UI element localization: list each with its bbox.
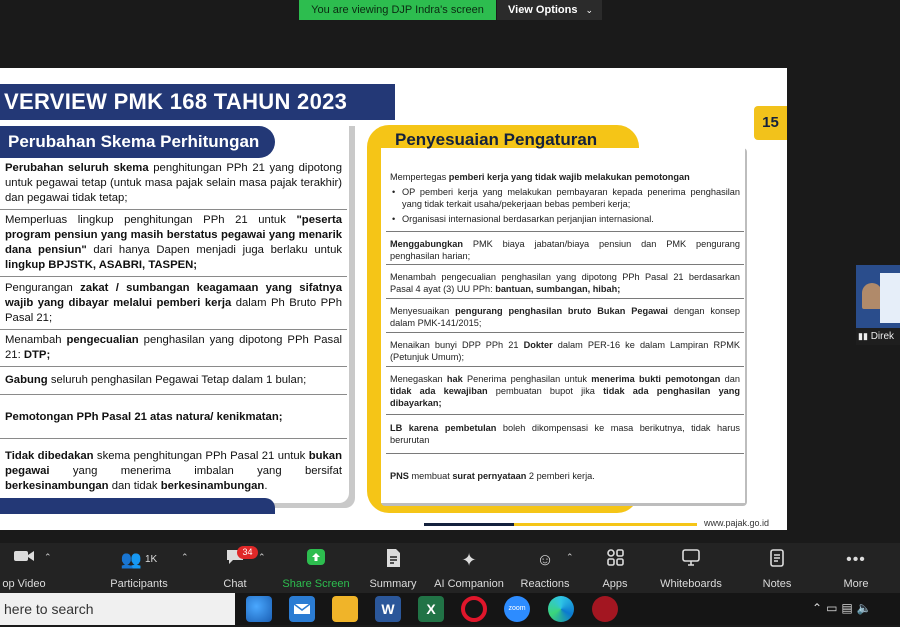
left-item-4: Menambah pengecualian penghasilan yang dipotong PPh Pasal 21: DTP; — [5, 334, 342, 361]
divider — [0, 209, 347, 210]
smiley-icon: ☺ — [536, 550, 554, 569]
right-item-1: Mempertegas pemberi kerja yang tidak wajib melakukan pemotongan • OP pemberi kerja yang melakukan pembayaran kepada penerima penghasilan yang tidak terkait usaha/pekerjaan bebas pemberi kerja; • Organisasi internasional berdasarkan perjanjian internasional. — [390, 171, 740, 225]
divider — [386, 414, 744, 415]
slide-title-bar — [0, 84, 395, 120]
summary-button[interactable]: Summary — [364, 543, 422, 593]
participants-caret-icon[interactable]: ⌃ — [181, 552, 189, 562]
video-caret-icon[interactable]: ⌃ — [44, 552, 52, 562]
right-item-2: Menggabungkan PMK biaya jabatan/biaya pensiun dan PMK pengurang penghasilan harian; — [390, 239, 740, 261]
zoom-app-icon[interactable]: zoom — [504, 596, 530, 622]
system-tray[interactable] — [812, 601, 876, 615]
edge-app-icon[interactable] — [548, 596, 574, 622]
reactions-button[interactable]: ☺ Reactions — [518, 543, 572, 593]
battery-icon: ▭ — [826, 601, 842, 615]
participants-icon: 👥 1K — [120, 550, 158, 569]
red-app-icon[interactable] — [592, 596, 618, 622]
network-icon: ▤ — [841, 601, 857, 615]
chat-button[interactable]: Chat — [212, 543, 258, 593]
footer-line-navy — [424, 523, 514, 526]
footer-line-yellow — [514, 523, 697, 526]
share-screen-icon — [282, 548, 350, 572]
taskbar-search-box[interactable]: here to search — [0, 593, 235, 625]
slide-title: VERVIEW PMK 168 TAHUN 2023 — [4, 89, 348, 114]
video-camera-icon — [0, 548, 48, 572]
chat-caret-icon[interactable]: ⌃ — [258, 552, 266, 562]
participant-background-screen — [880, 273, 900, 323]
chevron-up-icon: ⌃ — [812, 601, 827, 615]
viewing-banner: You are viewing DJP Indra's screen — [299, 0, 496, 20]
divider — [0, 394, 347, 395]
view-options-label: View Options — [508, 4, 578, 16]
apps-icon — [596, 548, 634, 572]
left-item-2: Memperluas lingkup penghitungan PPh 21 untuk "peserta program pensiun yang masih berstatus pegawai yang menarik dana pensiun" dari hanya Dapen menjadi juga berlaku untuk lingkup BPJSTK, ASABRI, TASPEN; — [5, 214, 343, 271]
more-dots-icon: ••• — [846, 551, 866, 568]
meeting-toolbar — [0, 543, 900, 593]
left-item-6: Pemotongan PPh Pasal 21 atas natura/ kenikmatan; — [5, 411, 283, 423]
edge-copilot-app-icon[interactable] — [246, 596, 272, 622]
mail-app-icon[interactable] — [289, 596, 315, 622]
reactions-caret-icon[interactable]: ⌃ — [566, 552, 574, 562]
divider — [386, 366, 744, 367]
divider — [386, 231, 744, 232]
right-bullet-2: • Organisasi internasional berdasarkan perjanjian internasional. — [390, 213, 740, 225]
divider — [0, 276, 347, 277]
slide-page-number: 15 — [754, 106, 787, 140]
notes-icon — [756, 548, 798, 572]
divider — [386, 264, 744, 265]
participant-avatar — [862, 283, 882, 309]
right-item-4: Menyesuaikan pengurang penghasilan bruto Bukan Pegawai dengan konsep dalam PMK-141/2015; — [390, 306, 741, 328]
share-screen-button[interactable]: Share Screen — [282, 543, 350, 593]
view-options-button[interactable] — [497, 0, 602, 20]
excel-app-icon[interactable]: X — [418, 596, 444, 622]
signal-bars-icon: ▮▮ — [858, 331, 868, 341]
word-app-icon[interactable]: W — [375, 596, 401, 622]
shared-slide — [0, 68, 787, 530]
participants-button[interactable]: 👥 1K Participants — [104, 543, 174, 593]
right-item-3: Menambah pengecualian penghasilan yang dipotong PPh Pasal 21 berdasarkan Pasal 4 ayat (3) UU PPh: bantuan, sumbangan, hibah; — [390, 272, 740, 294]
left-panel — [0, 126, 349, 503]
left-item-1: Perubahan seluruh skema penghitungan PPh 21 yang dipotong untuk pegawai tetap (untuk masa pajak selain masa pajak terakhir) dan pegawai tidak tetap; — [5, 162, 342, 204]
right-panel-heading: Penyesuaian Pengaturan — [395, 130, 598, 149]
divider — [386, 453, 744, 454]
whiteboard-icon — [656, 548, 726, 572]
more-button[interactable]: ••• More — [836, 543, 876, 593]
divider — [0, 329, 347, 330]
divider — [0, 438, 347, 439]
left-item-3: Pengurangan zakat / sumbangan keagamaan yang sifatnya wajib yang dibayar melalui pemberi kerja dalam Ph Bruto PPh Pasal 21; — [5, 282, 342, 324]
right-item-8: PNS membuat surat pernyataan 2 pemberi kerja. — [390, 471, 595, 481]
divider — [386, 332, 744, 333]
left-item-5: Gabung seluruh penghasilan Pegawai Tetap dalam 1 bulan; — [5, 374, 307, 386]
left-item-7: Tidak dibedakan skema penghitungan PPh Pasal 21 untuk bukan pegawai yang menerima imbalan yang bersifat berkesinambungan dan tidak berkesinambungan. — [5, 450, 342, 492]
file-explorer-app-icon[interactable] — [332, 596, 358, 622]
volume-icon: 🔈 — [856, 601, 876, 615]
participant-name: ▮▮ Direk — [858, 331, 895, 342]
participant-video — [856, 265, 900, 328]
right-item-5: Menaikan bunyi DPP PPh 21 Dokter dalam PER-16 ke dalam Lampiran RPMK (Petunjuk Umum); — [390, 340, 740, 362]
right-item-6: Menegaskan hak Penerima penghasilan untuk menerima bukti pemotongan dan tidak ada kewajiban pembuatan bupot jika tidak ada penghasilan yang dibayarkan; — [390, 374, 741, 408]
right-bullet-1: • OP pemberi kerja yang melakukan pembayaran kepada penerima penghasilan yang tidak terkait usaha/pekerjaan bebas pemberi kerja; — [390, 186, 740, 210]
video-button[interactable]: op Video — [0, 543, 48, 593]
ai-companion-button[interactable]: ✦ AI Companion — [432, 543, 506, 593]
chevron-down-icon: ⌄ — [585, 5, 593, 15]
right-item-7: LB karena pembetulan boleh dikompensasi ke masa berikutnya, tidak harus berurutan — [390, 423, 740, 445]
divider — [386, 298, 744, 299]
divider — [0, 366, 347, 367]
left-panel-heading: Perubahan Skema Perhitungan — [0, 126, 275, 158]
apps-button[interactable]: Apps — [596, 543, 634, 593]
participant-video-thumbnail[interactable] — [856, 265, 900, 345]
summary-icon — [364, 548, 422, 572]
left-panel-footer-bar — [0, 498, 275, 514]
sparkle-icon: ✦ — [461, 550, 477, 570]
website-label: www.pajak.go.id — [704, 518, 770, 528]
whiteboards-button[interactable]: Whiteboards — [656, 543, 726, 593]
notes-button[interactable]: Notes — [756, 543, 798, 593]
chat-unread-badge: 34 — [237, 546, 258, 559]
opera-app-icon[interactable] — [461, 596, 487, 622]
